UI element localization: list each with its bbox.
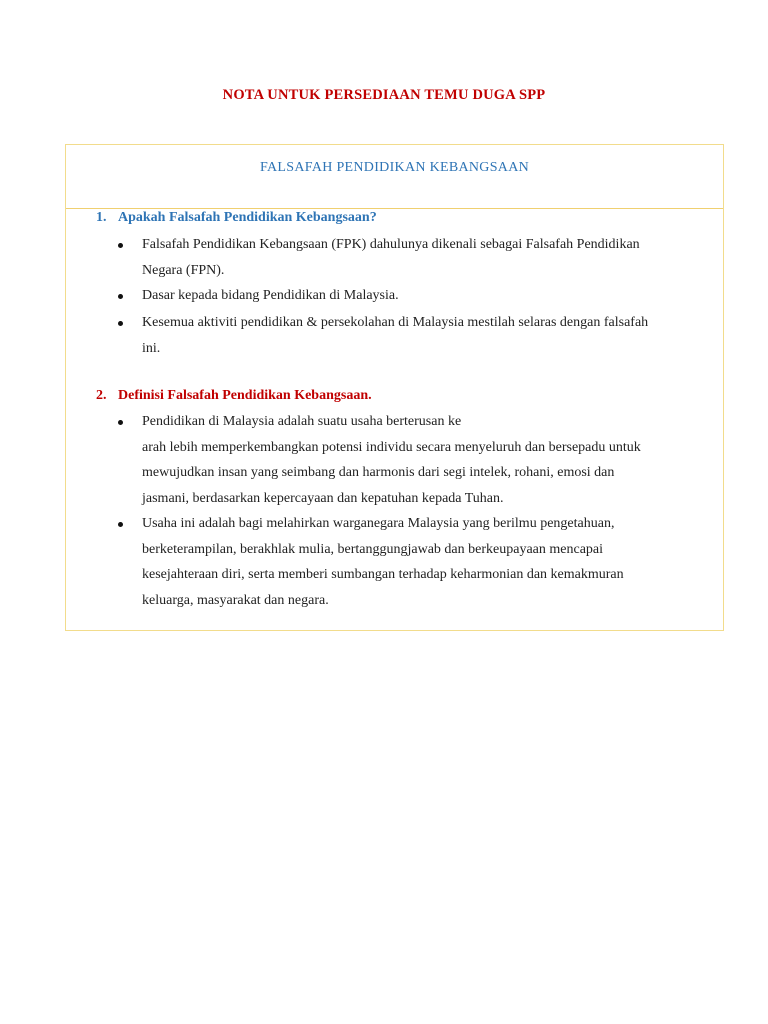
list-item (142, 310, 708, 361)
list-item-line: arah lebih memperkembangkan potensi individu secara menyeluruh dan bersepadu untuk (142, 439, 641, 455)
bullet-icon (118, 243, 123, 248)
list-item-line: Falsafah Pendidikan Kebangsaan (FPK) dahulunya dikenali sebagai Falsafah Pendidikan (142, 237, 640, 252)
list-item-line: Pendidikan di Malaysia adalah suatu usaha berterusan ke (142, 414, 462, 429)
list-item-line: Kesemua aktiviti pendidikan & persekolahan di Malaysia mestilah selaras dengan falsafah (142, 315, 649, 330)
content-box (65, 144, 724, 631)
section-1-number: 1. (96, 210, 107, 225)
list-item-line: keluarga, masyarakat dan negara. (142, 592, 329, 608)
bullet-icon (118, 420, 123, 425)
section-2-heading (96, 388, 372, 404)
list-item-line: Usaha ini adalah bagi melahirkan warganegara Malaysia yang berilmu pengetahuan, (142, 516, 615, 531)
list-item (142, 283, 708, 309)
section-2-title: Definisi Falsafah Pendidikan Kebangsaan. (118, 388, 372, 403)
bullet-icon (118, 294, 123, 299)
list-item-line: ini. (142, 340, 161, 356)
section-1-title: Apakah Falsafah Pendidikan Kebangsaan? (118, 210, 377, 225)
box-title: FALSAFAH PENDIDIKAN KEBANGSAAN (259, 160, 530, 175)
list-item (142, 409, 708, 511)
list-item-line: Negara (FPN). (142, 262, 225, 278)
list-item-line: kesejahteraan diri, serta memberi sumbangan terhadap keharmonian dan kemakmuran (142, 567, 624, 583)
box-header (66, 145, 723, 209)
list-item-line: Dasar kepada bidang Pendidikan di Malaysia. (142, 288, 399, 303)
list-item (142, 511, 708, 613)
list-item (142, 232, 708, 283)
bullet-icon (118, 321, 123, 326)
bullet-icon (118, 522, 123, 527)
section-1-heading (96, 210, 377, 226)
document-title: NOTA UNTUK PERSEDIAAN TEMU DUGA SPP (222, 87, 546, 103)
list-item-line: berketerampilan, berakhlak mulia, bertanggungjawab dan berkeupayaan mencapai (142, 541, 604, 557)
list-item-line: mewujudkan insan yang seimbang dan harmonis dari segi intelek, rohani, emosi dan (142, 465, 615, 481)
list-item-line: jasmani, berdasarkan kepercayaan dan kepatuhan kepada Tuhan. (142, 490, 504, 506)
section-2-number: 2. (96, 388, 107, 403)
